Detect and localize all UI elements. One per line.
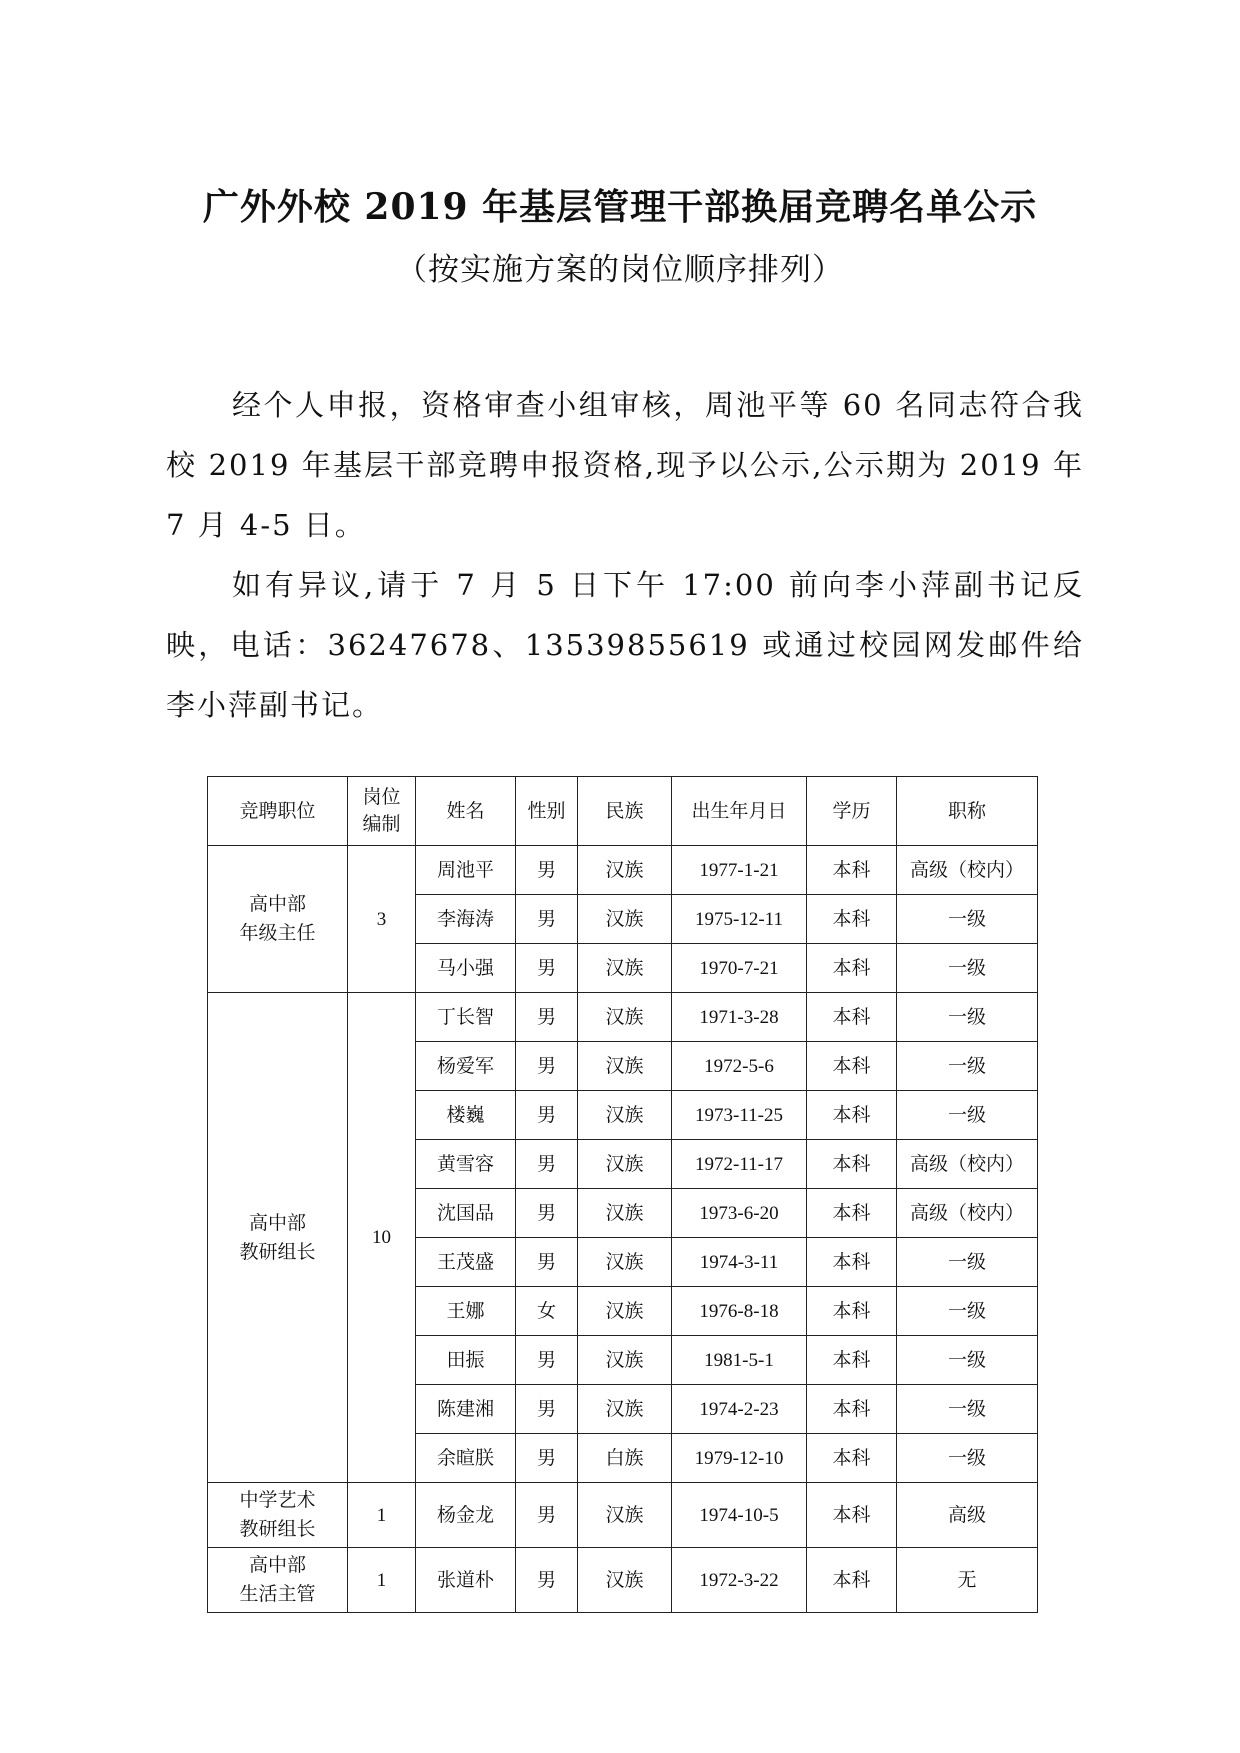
cell-title: 一级	[897, 993, 1038, 1042]
cell-birth: 1971-3-28	[672, 993, 807, 1042]
cell-title: 高级（校内）	[897, 1140, 1038, 1189]
cell-ethnicity: 汉族	[578, 1238, 672, 1287]
cell-education: 本科	[807, 1336, 897, 1385]
cell-quota: 10	[348, 993, 416, 1483]
cell-birth: 1972-3-22	[672, 1548, 807, 1613]
cell-birth: 1972-11-17	[672, 1140, 807, 1189]
cell-name: 张道朴	[416, 1548, 516, 1613]
cell-title: 一级	[897, 1238, 1038, 1287]
cell-name: 楼巍	[416, 1091, 516, 1140]
cell-name: 马小强	[416, 944, 516, 993]
cell-ethnicity: 汉族	[578, 993, 672, 1042]
cell-name: 余暄朕	[416, 1434, 516, 1483]
cell-name: 王茂盛	[416, 1238, 516, 1287]
cell-title: 一级	[897, 1042, 1038, 1091]
cell-education: 本科	[807, 1287, 897, 1336]
cell-birth: 1975-12-11	[672, 895, 807, 944]
cell-education: 本科	[807, 895, 897, 944]
cell-title: 一级	[897, 895, 1038, 944]
header-position: 竞聘职位	[208, 777, 348, 846]
cell-gender: 男	[516, 944, 578, 993]
cell-ethnicity: 汉族	[578, 895, 672, 944]
cell-gender: 男	[516, 1434, 578, 1483]
cell-gender: 男	[516, 1042, 578, 1091]
cell-gender: 男	[516, 1238, 578, 1287]
cell-education: 本科	[807, 1189, 897, 1238]
cell-name: 王娜	[416, 1287, 516, 1336]
cell-ethnicity: 汉族	[578, 1140, 672, 1189]
cell-birth: 1976-8-18	[672, 1287, 807, 1336]
cell-name: 黄雪容	[416, 1140, 516, 1189]
cell-education: 本科	[807, 944, 897, 993]
table-row	[208, 1483, 1038, 1548]
header-birth-date: 出生年月日	[672, 777, 807, 846]
header-education: 学历	[807, 777, 897, 846]
table-row	[208, 846, 1038, 895]
cell-position: 高中部 年级主任	[208, 846, 348, 993]
cell-title: 一级	[897, 1287, 1038, 1336]
cell-birth: 1973-11-25	[672, 1091, 807, 1140]
cell-education: 本科	[807, 846, 897, 895]
cell-gender: 男	[516, 993, 578, 1042]
cell-name: 周池平	[416, 846, 516, 895]
cell-ethnicity: 汉族	[578, 1189, 672, 1238]
cell-name: 沈国品	[416, 1189, 516, 1238]
header-name: 姓名	[416, 777, 516, 846]
cell-education: 本科	[807, 1140, 897, 1189]
cell-ethnicity: 汉族	[578, 846, 672, 895]
cell-gender: 男	[516, 895, 578, 944]
cell-gender: 男	[516, 846, 578, 895]
cell-education: 本科	[807, 1091, 897, 1140]
cell-birth: 1981-5-1	[672, 1336, 807, 1385]
cell-education: 本科	[807, 1548, 897, 1613]
candidate-table	[207, 776, 1038, 1613]
cell-ethnicity: 汉族	[578, 1091, 672, 1140]
cell-birth: 1974-10-5	[672, 1483, 807, 1548]
cell-ethnicity: 汉族	[578, 1548, 672, 1613]
table-body	[208, 846, 1038, 1613]
cell-education: 本科	[807, 1483, 897, 1548]
cell-title: 一级	[897, 1091, 1038, 1140]
cell-education: 本科	[807, 1042, 897, 1091]
cell-name: 杨爱军	[416, 1042, 516, 1091]
cell-name: 杨金龙	[416, 1483, 516, 1548]
announcement-paragraph-1	[166, 375, 1084, 555]
cell-education: 本科	[807, 993, 897, 1042]
cell-name: 田振	[416, 1336, 516, 1385]
cell-position: 中学艺术 教研组长	[208, 1483, 348, 1548]
table-row	[208, 1548, 1038, 1613]
header-ethnicity: 民族	[578, 777, 672, 846]
cell-gender: 男	[516, 1548, 578, 1613]
cell-gender: 男	[516, 1336, 578, 1385]
cell-name: 丁长智	[416, 993, 516, 1042]
cell-quota: 1	[348, 1548, 416, 1613]
cell-gender: 女	[516, 1287, 578, 1336]
cell-ethnicity: 汉族	[578, 1385, 672, 1434]
header-quota: 岗位 编制	[348, 777, 416, 846]
paragraph-2-text: 如有异议,请于 7 月 5 日下午 17:00 前向李小萍副书记反映，电话：36247678、13539855619 或通过校园网发邮件给李小萍副书记。	[166, 568, 1084, 722]
header-gender: 性别	[516, 777, 578, 846]
cell-ethnicity: 汉族	[578, 1483, 672, 1548]
cell-ethnicity: 汉族	[578, 1287, 672, 1336]
paragraph-1-text: 经个人申报，资格审查小组审核，周池平等 60 名同志符合我校 2019 年基层干部竞聘申报资格,现予以公示,公示期为 2019 年 7 月 4-5 日。	[166, 388, 1084, 542]
header-title: 职称	[897, 777, 1038, 846]
cell-title: 一级	[897, 1336, 1038, 1385]
cell-position: 高中部 生活主管	[208, 1548, 348, 1613]
cell-name: 李海涛	[416, 895, 516, 944]
cell-birth: 1972-5-6	[672, 1042, 807, 1091]
cell-title: 高级（校内）	[897, 846, 1038, 895]
cell-title: 高级（校内）	[897, 1189, 1038, 1238]
cell-birth: 1974-2-23	[672, 1385, 807, 1434]
cell-name: 陈建湘	[416, 1385, 516, 1434]
cell-title: 无	[897, 1548, 1038, 1613]
cell-education: 本科	[807, 1434, 897, 1483]
cell-ethnicity: 汉族	[578, 1042, 672, 1091]
cell-birth: 1974-3-11	[672, 1238, 807, 1287]
cell-birth: 1979-12-10	[672, 1434, 807, 1483]
document-title: 广外外校 2019 年基层管理干部换届竞聘名单公示	[202, 186, 1038, 228]
cell-quota: 3	[348, 846, 416, 993]
cell-birth: 1977-1-21	[672, 846, 807, 895]
cell-education: 本科	[807, 1385, 897, 1434]
cell-ethnicity: 白族	[578, 1434, 672, 1483]
table-header-row	[208, 777, 1038, 846]
table-row	[208, 993, 1038, 1042]
cell-ethnicity: 汉族	[578, 1336, 672, 1385]
cell-title: 一级	[897, 944, 1038, 993]
cell-position: 高中部 教研组长	[208, 993, 348, 1483]
cell-title: 高级	[897, 1483, 1038, 1548]
cell-ethnicity: 汉族	[578, 944, 672, 993]
cell-birth: 1970-7-21	[672, 944, 807, 993]
cell-gender: 男	[516, 1483, 578, 1548]
cell-gender: 男	[516, 1140, 578, 1189]
cell-quota: 1	[348, 1483, 416, 1548]
cell-title: 一级	[897, 1385, 1038, 1434]
cell-education: 本科	[807, 1238, 897, 1287]
cell-gender: 男	[516, 1385, 578, 1434]
document-subtitle: （按实施方案的岗位顺序排列）	[396, 252, 844, 288]
announcement-paragraph-2	[166, 555, 1084, 735]
cell-title: 一级	[897, 1434, 1038, 1483]
cell-gender: 男	[516, 1189, 578, 1238]
cell-gender: 男	[516, 1091, 578, 1140]
cell-birth: 1973-6-20	[672, 1189, 807, 1238]
